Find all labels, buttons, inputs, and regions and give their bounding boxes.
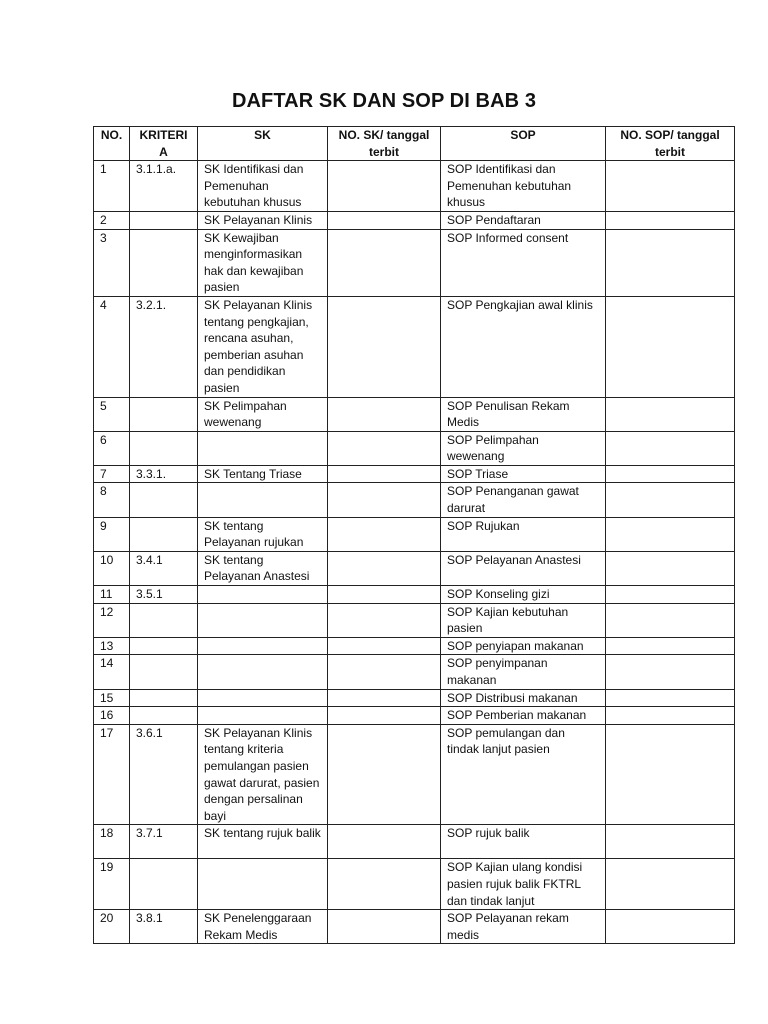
cell-sop: SOP Triase [441, 465, 606, 483]
cell-no-sk [328, 465, 441, 483]
table-row [94, 551, 735, 585]
cell-no-sk [328, 161, 441, 212]
cell-sk: SK Tentang Triase [198, 465, 328, 483]
table-header-row [94, 127, 735, 161]
cell-no: 8 [94, 483, 130, 517]
cell-no: 12 [94, 603, 130, 637]
cell-no-sop [606, 707, 735, 725]
cell-no-sk [328, 431, 441, 465]
cell-sop: SOP Penulisan Rekam Medis [441, 397, 606, 431]
cell-no: 16 [94, 707, 130, 725]
cell-sop: SOP Kajian kebutuhan pasien [441, 603, 606, 637]
table-row [94, 517, 735, 551]
cell-no: 13 [94, 637, 130, 655]
cell-no: 7 [94, 465, 130, 483]
table-row [94, 637, 735, 655]
header-sop: SOP [441, 127, 606, 161]
table-row [94, 586, 735, 604]
cell-sop: SOP Distribusi makanan [441, 689, 606, 707]
cell-sop: SOP Pelayanan Anastesi [441, 551, 606, 585]
cell-no: 9 [94, 517, 130, 551]
cell-sop: SOP Rujukan [441, 517, 606, 551]
cell-sop: SOP pemulangan dan tindak lanjut pasien [441, 724, 606, 825]
cell-sk: SK Kewajiban menginformasikan hak dan kewajiban pasien [198, 229, 328, 296]
cell-no-sk [328, 296, 441, 397]
cell-no-sop [606, 161, 735, 212]
cell-no: 14 [94, 655, 130, 689]
cell-no-sop [606, 397, 735, 431]
cell-kriteria [130, 707, 198, 725]
cell-sk [198, 483, 328, 517]
cell-kriteria: 3.3.1. [130, 465, 198, 483]
cell-no-sk [328, 211, 441, 229]
cell-no: 11 [94, 586, 130, 604]
header-sk: SK [198, 127, 328, 161]
cell-no: 2 [94, 211, 130, 229]
cell-no: 15 [94, 689, 130, 707]
table-row [94, 655, 735, 689]
cell-no-sop [606, 431, 735, 465]
cell-no: 20 [94, 910, 130, 944]
cell-sop: SOP Pengkajian awal klinis [441, 296, 606, 397]
cell-kriteria: 3.8.1 [130, 910, 198, 944]
cell-no-sop [606, 724, 735, 825]
cell-sk: SK tentang Pelayanan rujukan [198, 517, 328, 551]
cell-no-sop [606, 603, 735, 637]
header-no-sop: NO. SOP/ tanggal terbit [606, 127, 735, 161]
header-no: NO. [94, 127, 130, 161]
document-title: DAFTAR SK DAN SOP DI BAB 3 [231, 90, 537, 112]
cell-no-sop [606, 859, 735, 910]
cell-sk: SK Identifikasi dan Pemenuhan kebutuhan khusus [198, 161, 328, 212]
table-row [94, 465, 735, 483]
cell-kriteria: 3.7.1 [130, 825, 198, 859]
cell-sk [198, 586, 328, 604]
table-row [94, 603, 735, 637]
cell-sop: SOP Informed consent [441, 229, 606, 296]
cell-no-sop [606, 586, 735, 604]
cell-no: 17 [94, 724, 130, 825]
cell-sk [198, 637, 328, 655]
cell-sk [198, 689, 328, 707]
table-body [94, 161, 735, 944]
cell-sk: SK tentang Pelayanan Anastesi [198, 551, 328, 585]
cell-sop: SOP Identifikasi dan Pemenuhan kebutuhan khusus [441, 161, 606, 212]
cell-no-sk [328, 586, 441, 604]
cell-no: 18 [94, 825, 130, 859]
cell-sk [198, 603, 328, 637]
cell-sop: SOP Kajian ulang kondisi pasien rujuk balik FKTRL dan tindak lanjut [441, 859, 606, 910]
cell-sop: SOP Pelimpahan wewenang [441, 431, 606, 465]
cell-no: 5 [94, 397, 130, 431]
cell-no-sk [328, 603, 441, 637]
cell-sk [198, 655, 328, 689]
cell-no-sop [606, 229, 735, 296]
cell-no-sk [328, 637, 441, 655]
cell-sop: SOP Pendaftaran [441, 211, 606, 229]
table-row [94, 825, 735, 859]
cell-no-sop [606, 637, 735, 655]
header-no-sk: NO. SK/ tanggal terbit [328, 127, 441, 161]
cell-sk [198, 859, 328, 910]
cell-sk: SK Pelayanan Klinis tentang pengkajian, rencana asuhan, pemberian asuhan dan pendidikan pasien [198, 296, 328, 397]
cell-no-sop [606, 825, 735, 859]
cell-sk: SK Pelimpahan wewenang [198, 397, 328, 431]
cell-sk [198, 707, 328, 725]
cell-sop: SOP Konseling gizi [441, 586, 606, 604]
cell-no-sop [606, 910, 735, 944]
cell-kriteria [130, 603, 198, 637]
table-row [94, 689, 735, 707]
cell-kriteria [130, 211, 198, 229]
cell-kriteria [130, 655, 198, 689]
table-row [94, 296, 735, 397]
cell-no-sk [328, 655, 441, 689]
cell-no-sop [606, 517, 735, 551]
cell-no-sk [328, 859, 441, 910]
cell-sk: SK Penelenggaraan Rekam Medis [198, 910, 328, 944]
cell-no-sk [328, 689, 441, 707]
table-row [94, 397, 735, 431]
cell-sk [198, 431, 328, 465]
cell-kriteria: 3.5.1 [130, 586, 198, 604]
cell-no-sop [606, 483, 735, 517]
cell-kriteria: 3.4.1 [130, 551, 198, 585]
cell-kriteria [130, 397, 198, 431]
cell-sk: SK tentang rujuk balik [198, 825, 328, 859]
cell-no-sk [328, 551, 441, 585]
cell-no-sop [606, 551, 735, 585]
cell-kriteria [130, 517, 198, 551]
cell-sop: SOP penyiapan makanan [441, 637, 606, 655]
cell-no: 4 [94, 296, 130, 397]
table-row [94, 859, 735, 910]
header-kriteria: KRITERI A [130, 127, 198, 161]
cell-sop: SOP Pemberian makanan [441, 707, 606, 725]
cell-no-sk [328, 825, 441, 859]
cell-sop: SOP penyimpanan makanan [441, 655, 606, 689]
cell-kriteria: 3.6.1 [130, 724, 198, 825]
sk-sop-table [93, 126, 735, 944]
cell-no: 3 [94, 229, 130, 296]
table-row [94, 431, 735, 465]
table-row [94, 229, 735, 296]
cell-no-sk [328, 229, 441, 296]
cell-no-sk [328, 483, 441, 517]
cell-kriteria [130, 483, 198, 517]
cell-kriteria [130, 229, 198, 296]
cell-no-sk [328, 517, 441, 551]
cell-no-sk [328, 910, 441, 944]
cell-no: 6 [94, 431, 130, 465]
table-row [94, 910, 735, 944]
cell-no-sop [606, 465, 735, 483]
cell-sk: SK Pelayanan Klinis [198, 211, 328, 229]
table-row [94, 483, 735, 517]
cell-sop: SOP Pelayanan rekam medis [441, 910, 606, 944]
table-row [94, 724, 735, 825]
cell-no-sop [606, 296, 735, 397]
table-row [94, 211, 735, 229]
cell-kriteria: 3.1.1.a. [130, 161, 198, 212]
cell-no: 19 [94, 859, 130, 910]
cell-kriteria [130, 637, 198, 655]
cell-kriteria [130, 431, 198, 465]
cell-sk: SK Pelayanan Klinis tentang kriteria pemulangan pasien gawat darurat, pasien dengan persalinan bayi [198, 724, 328, 825]
cell-kriteria [130, 689, 198, 707]
cell-no: 10 [94, 551, 130, 585]
cell-no: 1 [94, 161, 130, 212]
cell-no-sop [606, 689, 735, 707]
cell-kriteria: 3.2.1. [130, 296, 198, 397]
cell-no-sop [606, 655, 735, 689]
cell-sop: SOP rujuk balik [441, 825, 606, 859]
cell-no-sop [606, 211, 735, 229]
table-row [94, 161, 735, 212]
cell-no-sk [328, 707, 441, 725]
cell-kriteria [130, 859, 198, 910]
cell-no-sk [328, 397, 441, 431]
cell-sop: SOP Penanganan gawat darurat [441, 483, 606, 517]
table-row [94, 707, 735, 725]
cell-no-sk [328, 724, 441, 825]
